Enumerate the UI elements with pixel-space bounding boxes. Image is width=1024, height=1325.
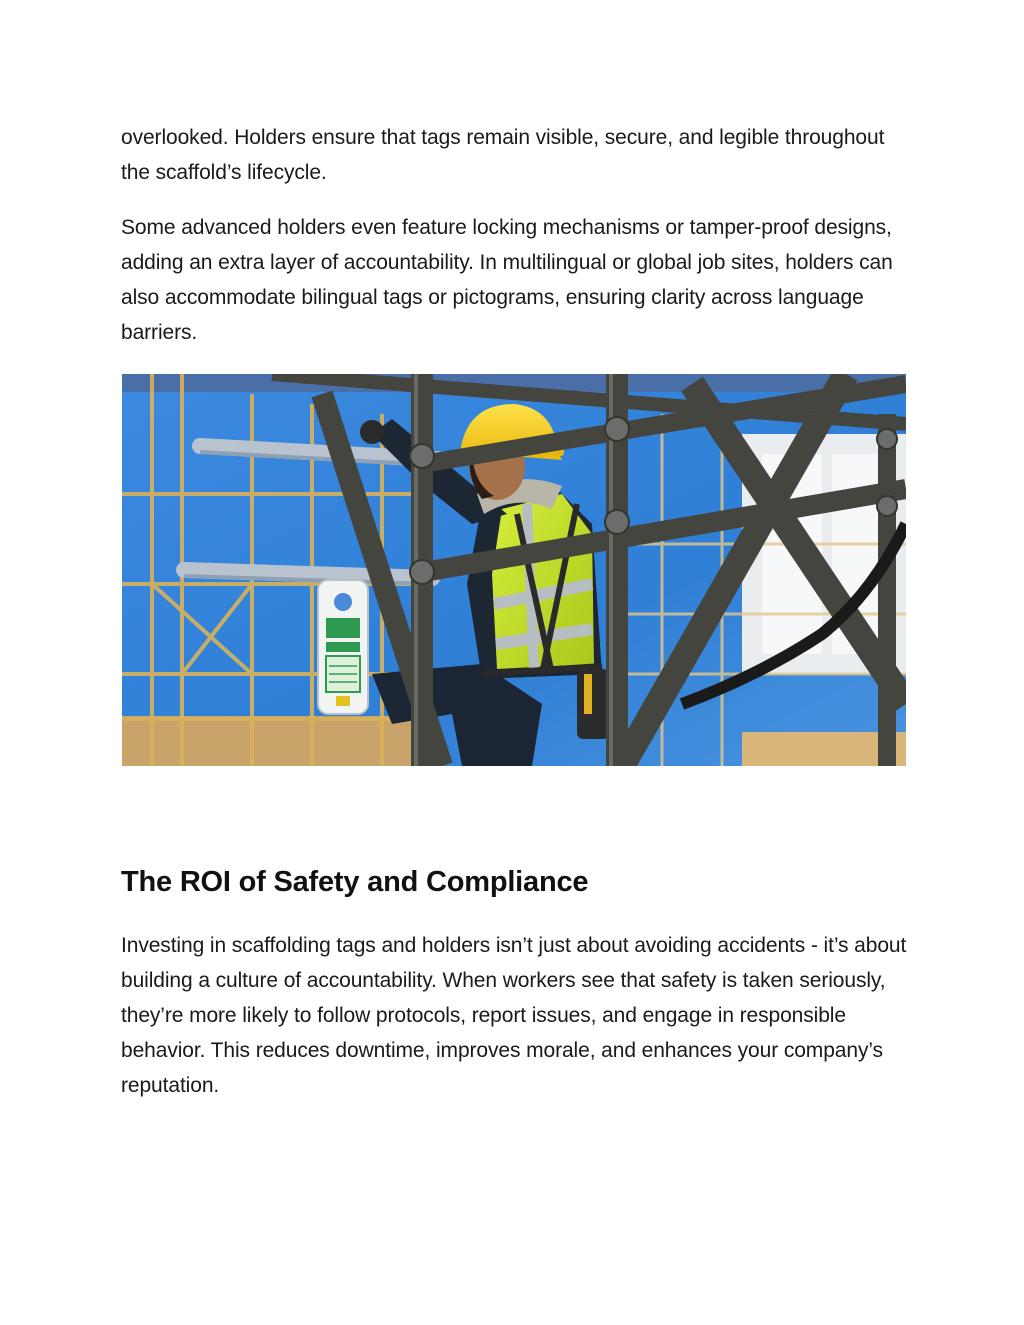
paragraph-roi-investment: Investing in scaffolding tags and holders isn’t just about avoiding accidents - it’s about building a culture of accountability. When workers see that safety is taken seriously, they’re more likely to follow protocols, report issues, and engage in responsible behavior. This reduces downtime, improves morale, and enhances your company’s reputation. bbox=[121, 934, 907, 1097]
paragraph-advanced-holders: Some advanced holders even feature locking mechanisms or tamper-proof designs, adding an extra layer of accountability. In multilingual or global job sites, holders can also accommodate bilingual tags or pictograms, ensuring clarity across language barriers. bbox=[121, 216, 893, 344]
section-heading-roi: The ROI of Safety and Compliance bbox=[121, 866, 589, 898]
scaffolding-worker-photo bbox=[122, 374, 906, 766]
paragraph-holders-visibility: overlooked. Holders ensure that tags remain visible, secure, and legible throughout the scaffold’s lifecycle. bbox=[121, 126, 885, 184]
